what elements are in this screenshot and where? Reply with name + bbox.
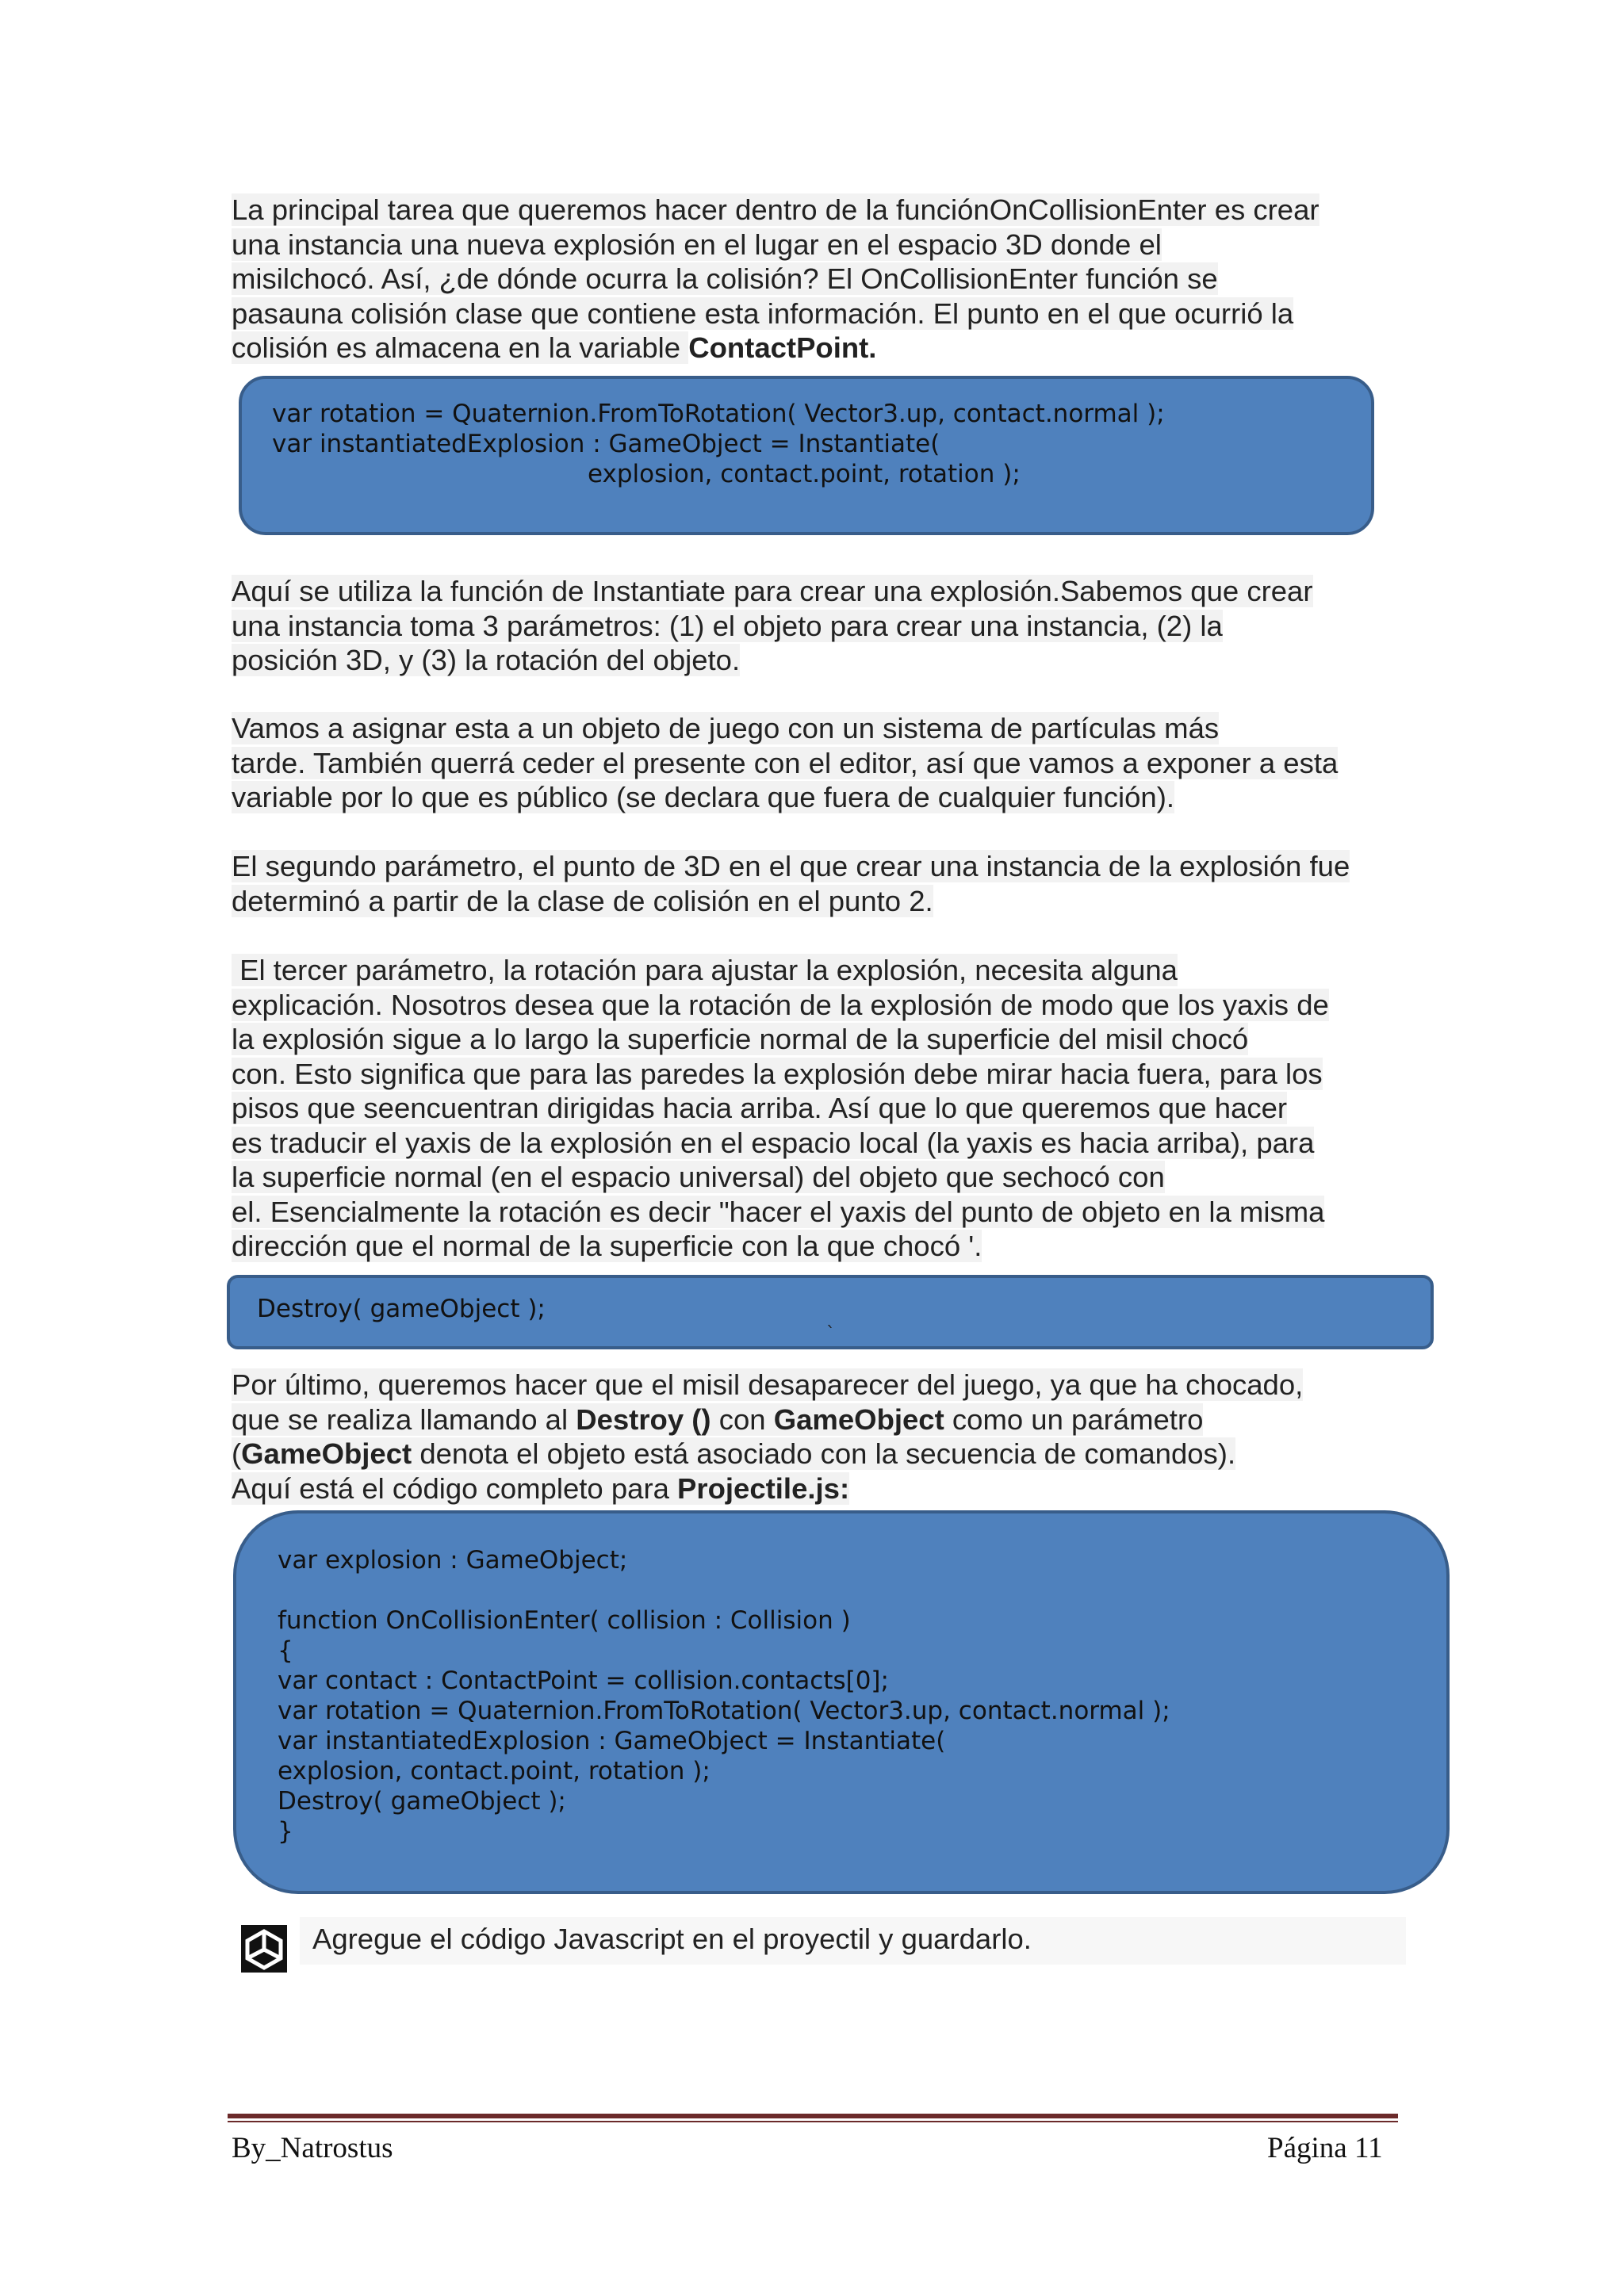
text-segment: que se realiza llamando al — [232, 1402, 576, 1436]
text-line: La principal tarea que queremos hacer dentro de la funciónOnCollisionEnter es crear — [232, 193, 1320, 226]
unity-logo-icon — [241, 1925, 287, 1973]
code-line: explosion, contact.point, rotation ); — [278, 1757, 710, 1785]
text-line: El segundo parámetro, el punto de 3D en el que crear una instancia de la explosión fue — [232, 850, 1350, 882]
footer-author: By_Natrostus — [232, 2132, 393, 2164]
text-segment: denota el objeto está asociado con la secuencia de comandos). — [412, 1437, 1236, 1470]
bold-term-destroy: Destroy () — [576, 1402, 711, 1436]
bold-term-gameobject: GameObject — [773, 1402, 944, 1436]
stray-mark: ` — [826, 1324, 835, 1344]
footer-page-number: Página 11 — [1267, 2132, 1383, 2164]
text-line: Vamos a asignar esta a un objeto de juego con un sistema de partículas más — [232, 712, 1220, 744]
code-line: var explosion : GameObject; — [278, 1546, 628, 1575]
code-line: var rotation = Quaternion.FromToRotation( Vector3.up, contact.normal ); — [278, 1697, 1170, 1725]
bold-term-gameobject: GameObject — [241, 1437, 412, 1470]
text-line: pisos que seencuentran dirigidas hacia arriba. Así que lo que queremos que hacer — [232, 1092, 1288, 1124]
code-line: var rotation = Quaternion.FromToRotation( Vector3.up, contact.normal ); — [272, 400, 1165, 428]
text-line: variable por lo que es público (se declara que fuera de cualquier función). — [232, 781, 1175, 813]
paragraph-second-param — [232, 849, 1405, 918]
bold-term-projectile-js: Projectile.js: — [677, 1471, 850, 1505]
code-line: explosion, contact.point, rotation ); — [588, 460, 1021, 488]
code-line: var instantiatedExplosion : GameObject = Instantiate( — [278, 1727, 946, 1755]
text-line: la explosión sigue a lo largo la superficie normal de la superficie del misil chocó — [232, 1023, 1249, 1055]
text-segment: como un parámetro — [944, 1402, 1204, 1436]
text-segment: ( — [232, 1437, 242, 1470]
note-text — [312, 1922, 1391, 1957]
text-line: misilchocó. Así, ¿de dónde ocurra la colisión? El OnCollisionEnter función se — [232, 262, 1218, 295]
code-line: function OnCollisionEnter( collision : Collision ) — [278, 1606, 851, 1635]
paragraph-assign — [232, 711, 1405, 815]
text-line: dirección que el normal de la superficie con la que chocó '. — [232, 1230, 982, 1262]
text-line: Aquí se utiliza la función de Instantiate para crear una explosión.Sabemos que crear — [232, 575, 1313, 607]
text-segment: con — [710, 1402, 774, 1436]
footer-rule-thin — [228, 2121, 1398, 2122]
text-line: explicación. Nosotros desea que la rotación de la explosión de modo que los yaxis de — [232, 988, 1329, 1021]
paragraph-intro — [232, 193, 1405, 365]
code-line: } — [278, 1817, 293, 1846]
text-line: El tercer parámetro, la rotación para ajustar la explosión, necesita alguna — [232, 954, 1178, 986]
code-line: var contact : ContactPoint = collision.contacts[0]; — [278, 1667, 889, 1695]
code-block-destroy — [227, 1275, 1434, 1349]
text-line: tarde. También querrá ceder el presente con el editor, así que vamos a exponer a esta — [232, 746, 1339, 779]
bold-term-contactpoint: ContactPoint. — [688, 331, 877, 364]
text-line: colisión es almacena en la variable — [232, 331, 689, 364]
text-line: Por último, queremos hacer que el misil desaparecer del juego, ya que ha chocado, — [232, 1368, 1304, 1401]
code-line: Destroy( gameObject ); — [278, 1787, 566, 1816]
paragraph-third-param — [232, 953, 1405, 1264]
text-line: el. Esencialmente la rotación es decir "hacer el yaxis del punto de objeto en la misma — [232, 1195, 1325, 1228]
code-line: { — [278, 1636, 293, 1665]
text-line: posición 3D, y (3) la rotación del objeto. — [232, 644, 741, 676]
text-line: la superficie normal (en el espacio universal) del objeto que sechocó con — [232, 1161, 1165, 1193]
paragraph-instantiate — [232, 574, 1405, 678]
code-block-full-script — [233, 1510, 1450, 1894]
paragraph-destroy — [232, 1368, 1405, 1506]
code-line: Destroy( gameObject ); — [257, 1295, 546, 1323]
footer-rule — [228, 2114, 1398, 2118]
text-line: con. Esto significa que para las paredes la explosión debe mirar hacia fuera, para los — [232, 1057, 1323, 1090]
text-line: una instancia una nueva explosión en el lugar en el espacio 3D donde el — [232, 228, 1162, 261]
code-line: var instantiatedExplosion : GameObject = Instantiate( — [272, 430, 940, 458]
text-line: determinó a partir de la clase de colisión en el punto 2. — [232, 884, 933, 917]
text-segment: Aquí está el código completo para — [232, 1471, 678, 1505]
text-line: pasauna colisión clase que contiene esta información. El punto en el que ocurrió la — [232, 297, 1294, 330]
text-line: Agregue el código Javascript en el proyectil y guardarlo. — [312, 1923, 1032, 1955]
text-line: es traducir el yaxis de la explosión en el espacio local (la yaxis es hacia arriba), para — [232, 1126, 1315, 1159]
text-line: una instancia toma 3 parámetros: (1) el objeto para crear una instancia, (2) la — [232, 609, 1223, 642]
code-block-rotation — [239, 376, 1374, 535]
